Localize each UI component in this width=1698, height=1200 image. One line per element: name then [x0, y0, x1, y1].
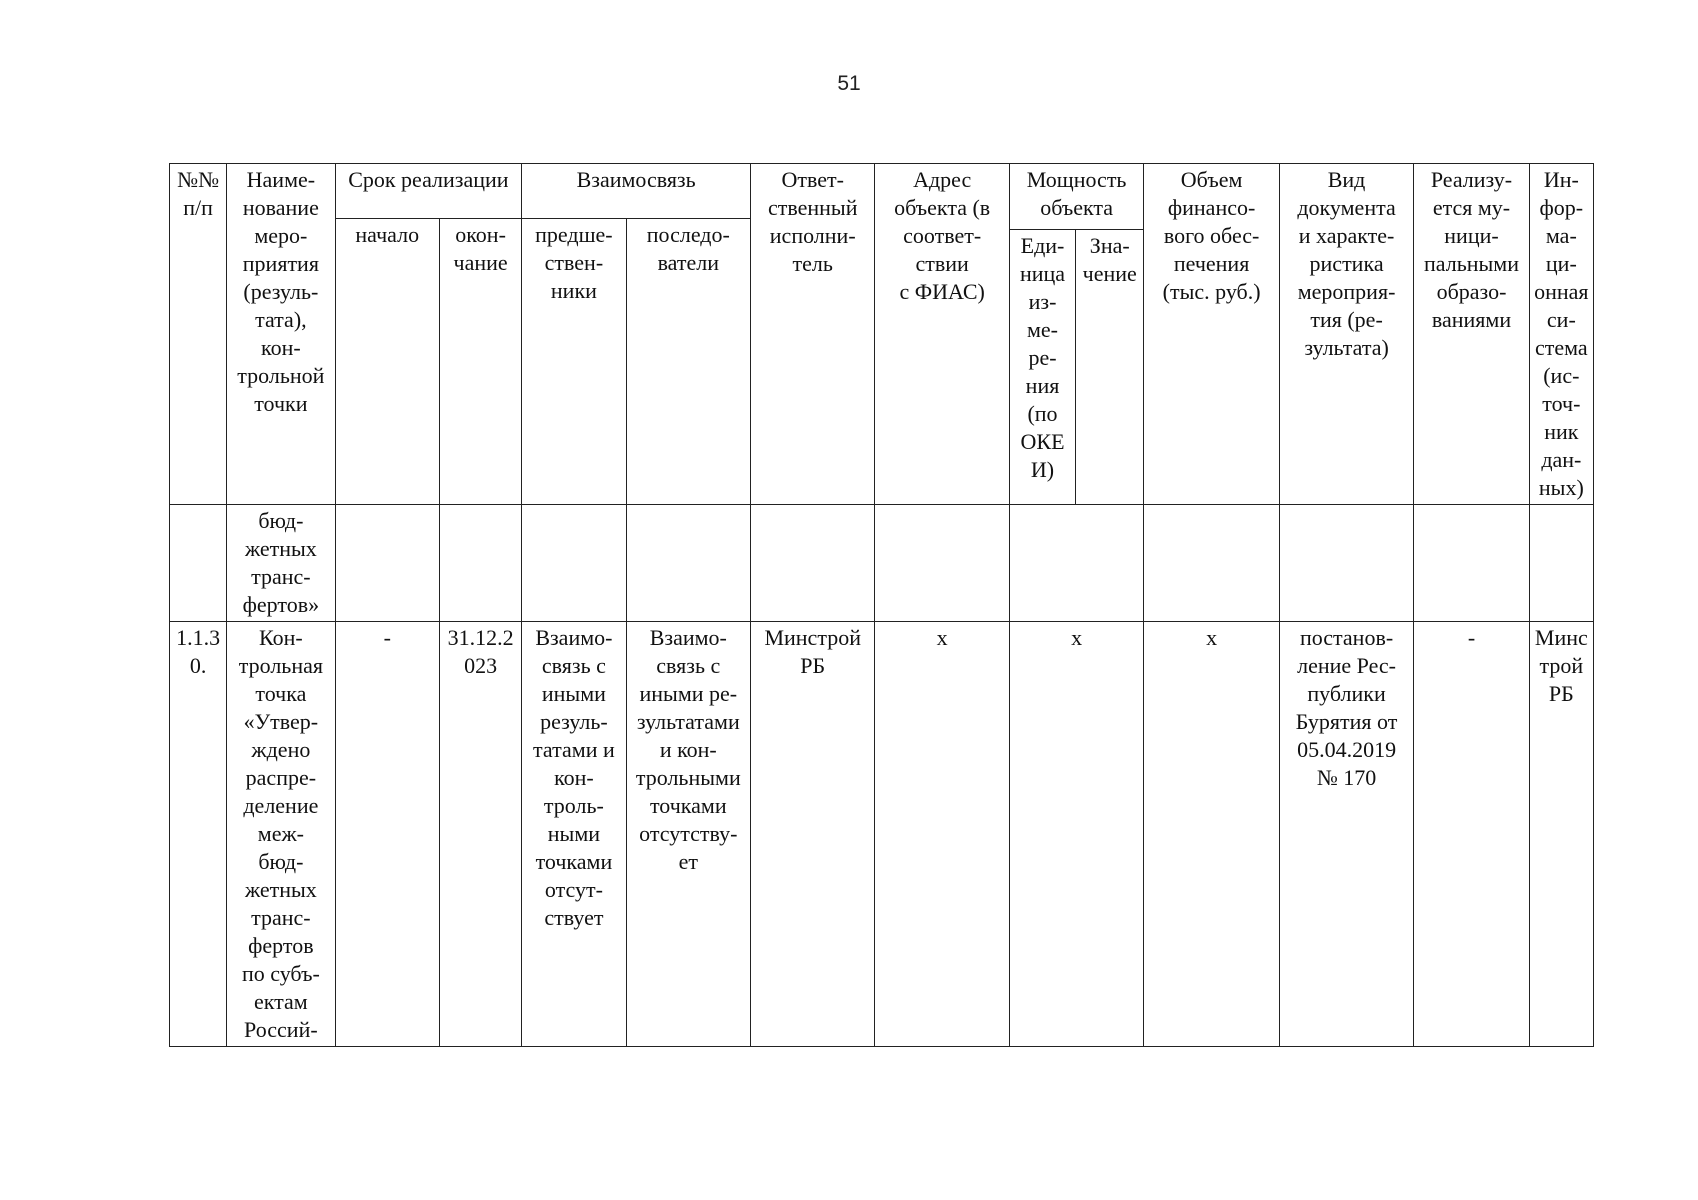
header-info-system: Ин- фор- ма- ци- онная си- стема (ис- точ- ник дан- ных)	[1529, 164, 1593, 505]
header-row-top	[170, 164, 1594, 219]
cell-address	[875, 505, 1009, 622]
cell-doc-type	[1279, 505, 1413, 622]
header-capacity-value: Зна- чение	[1076, 230, 1144, 505]
header-funding: Объем финансо- вого обес- печения (тыс. руб.)	[1144, 164, 1279, 505]
cell-funding: х	[1144, 622, 1279, 1047]
cell-responsible: Минстрой РБ	[751, 622, 875, 1047]
cell-prev	[522, 505, 626, 622]
cell-info-system	[1529, 505, 1593, 622]
cell-municipal: -	[1414, 622, 1529, 1047]
table-row	[170, 622, 1594, 1047]
header-capacity-unit: Еди- ница из- ме- ре- ния (по ОКЕ И)	[1009, 230, 1075, 505]
cell-start: -	[335, 622, 439, 1047]
cell-num	[170, 505, 227, 622]
cell-num: 1.1.3 0.	[170, 622, 227, 1047]
header-capacity: Мощность объекта	[1009, 164, 1143, 230]
cell-capacity	[1009, 505, 1143, 622]
header-num: №№ п/п	[170, 164, 227, 505]
cell-capacity: х	[1009, 622, 1143, 1047]
cell-end	[439, 505, 521, 622]
cell-address: х	[875, 622, 1009, 1047]
header-term: Срок реализации	[335, 164, 522, 219]
header-name: Наиме- нование меро- приятия (резуль- тата), кон- трольной точки	[227, 164, 335, 505]
header-relation: Взаимосвязь	[522, 164, 751, 219]
header-relation-next: последо- ватели	[626, 219, 750, 505]
cell-name: бюд- жетных транс- фертов»	[227, 505, 335, 622]
plan-table	[169, 163, 1594, 1047]
header-municipal: Реализу- ется му- ници- пальными образо- ваниями	[1414, 164, 1529, 505]
header-relation-prev: предше- ствен- ники	[522, 219, 626, 505]
cell-next	[626, 505, 750, 622]
header-term-end: окон- чание	[439, 219, 521, 505]
cell-next: Взаимо- связь с иными ре- зультатами и кон- трольными точками отсутству- ет	[626, 622, 750, 1047]
header-term-start: начало	[335, 219, 439, 505]
cell-doc-type: постанов- ление Рес- публики Бурятия от 05.04.2019 № 170	[1279, 622, 1413, 1047]
cell-responsible	[751, 505, 875, 622]
header-address: Адрес объекта (в соответ- ствии с ФИАС)	[875, 164, 1009, 505]
header-responsible: Ответ- ственный исполни- тель	[751, 164, 875, 505]
cell-end: 31.12.2 023	[439, 622, 521, 1047]
cell-prev: Взаимо- связь с иными резуль- татами и кон- троль- ными точками отсут- ствует	[522, 622, 626, 1047]
cell-funding	[1144, 505, 1279, 622]
header-doc-type: Вид документа и характе- ристика мероприя- тия (ре- зультата)	[1279, 164, 1413, 505]
cell-name: Кон- трольная точка «Утвер- ждено распре- деление меж- бюд- жетных транс- фертов по субъ- ектам Россий-	[227, 622, 335, 1047]
cell-info-system: Минс трой РБ	[1529, 622, 1593, 1047]
cell-start	[335, 505, 439, 622]
page-number: 51	[837, 72, 861, 95]
table-row-continuation	[170, 505, 1594, 622]
cell-municipal	[1414, 505, 1529, 622]
